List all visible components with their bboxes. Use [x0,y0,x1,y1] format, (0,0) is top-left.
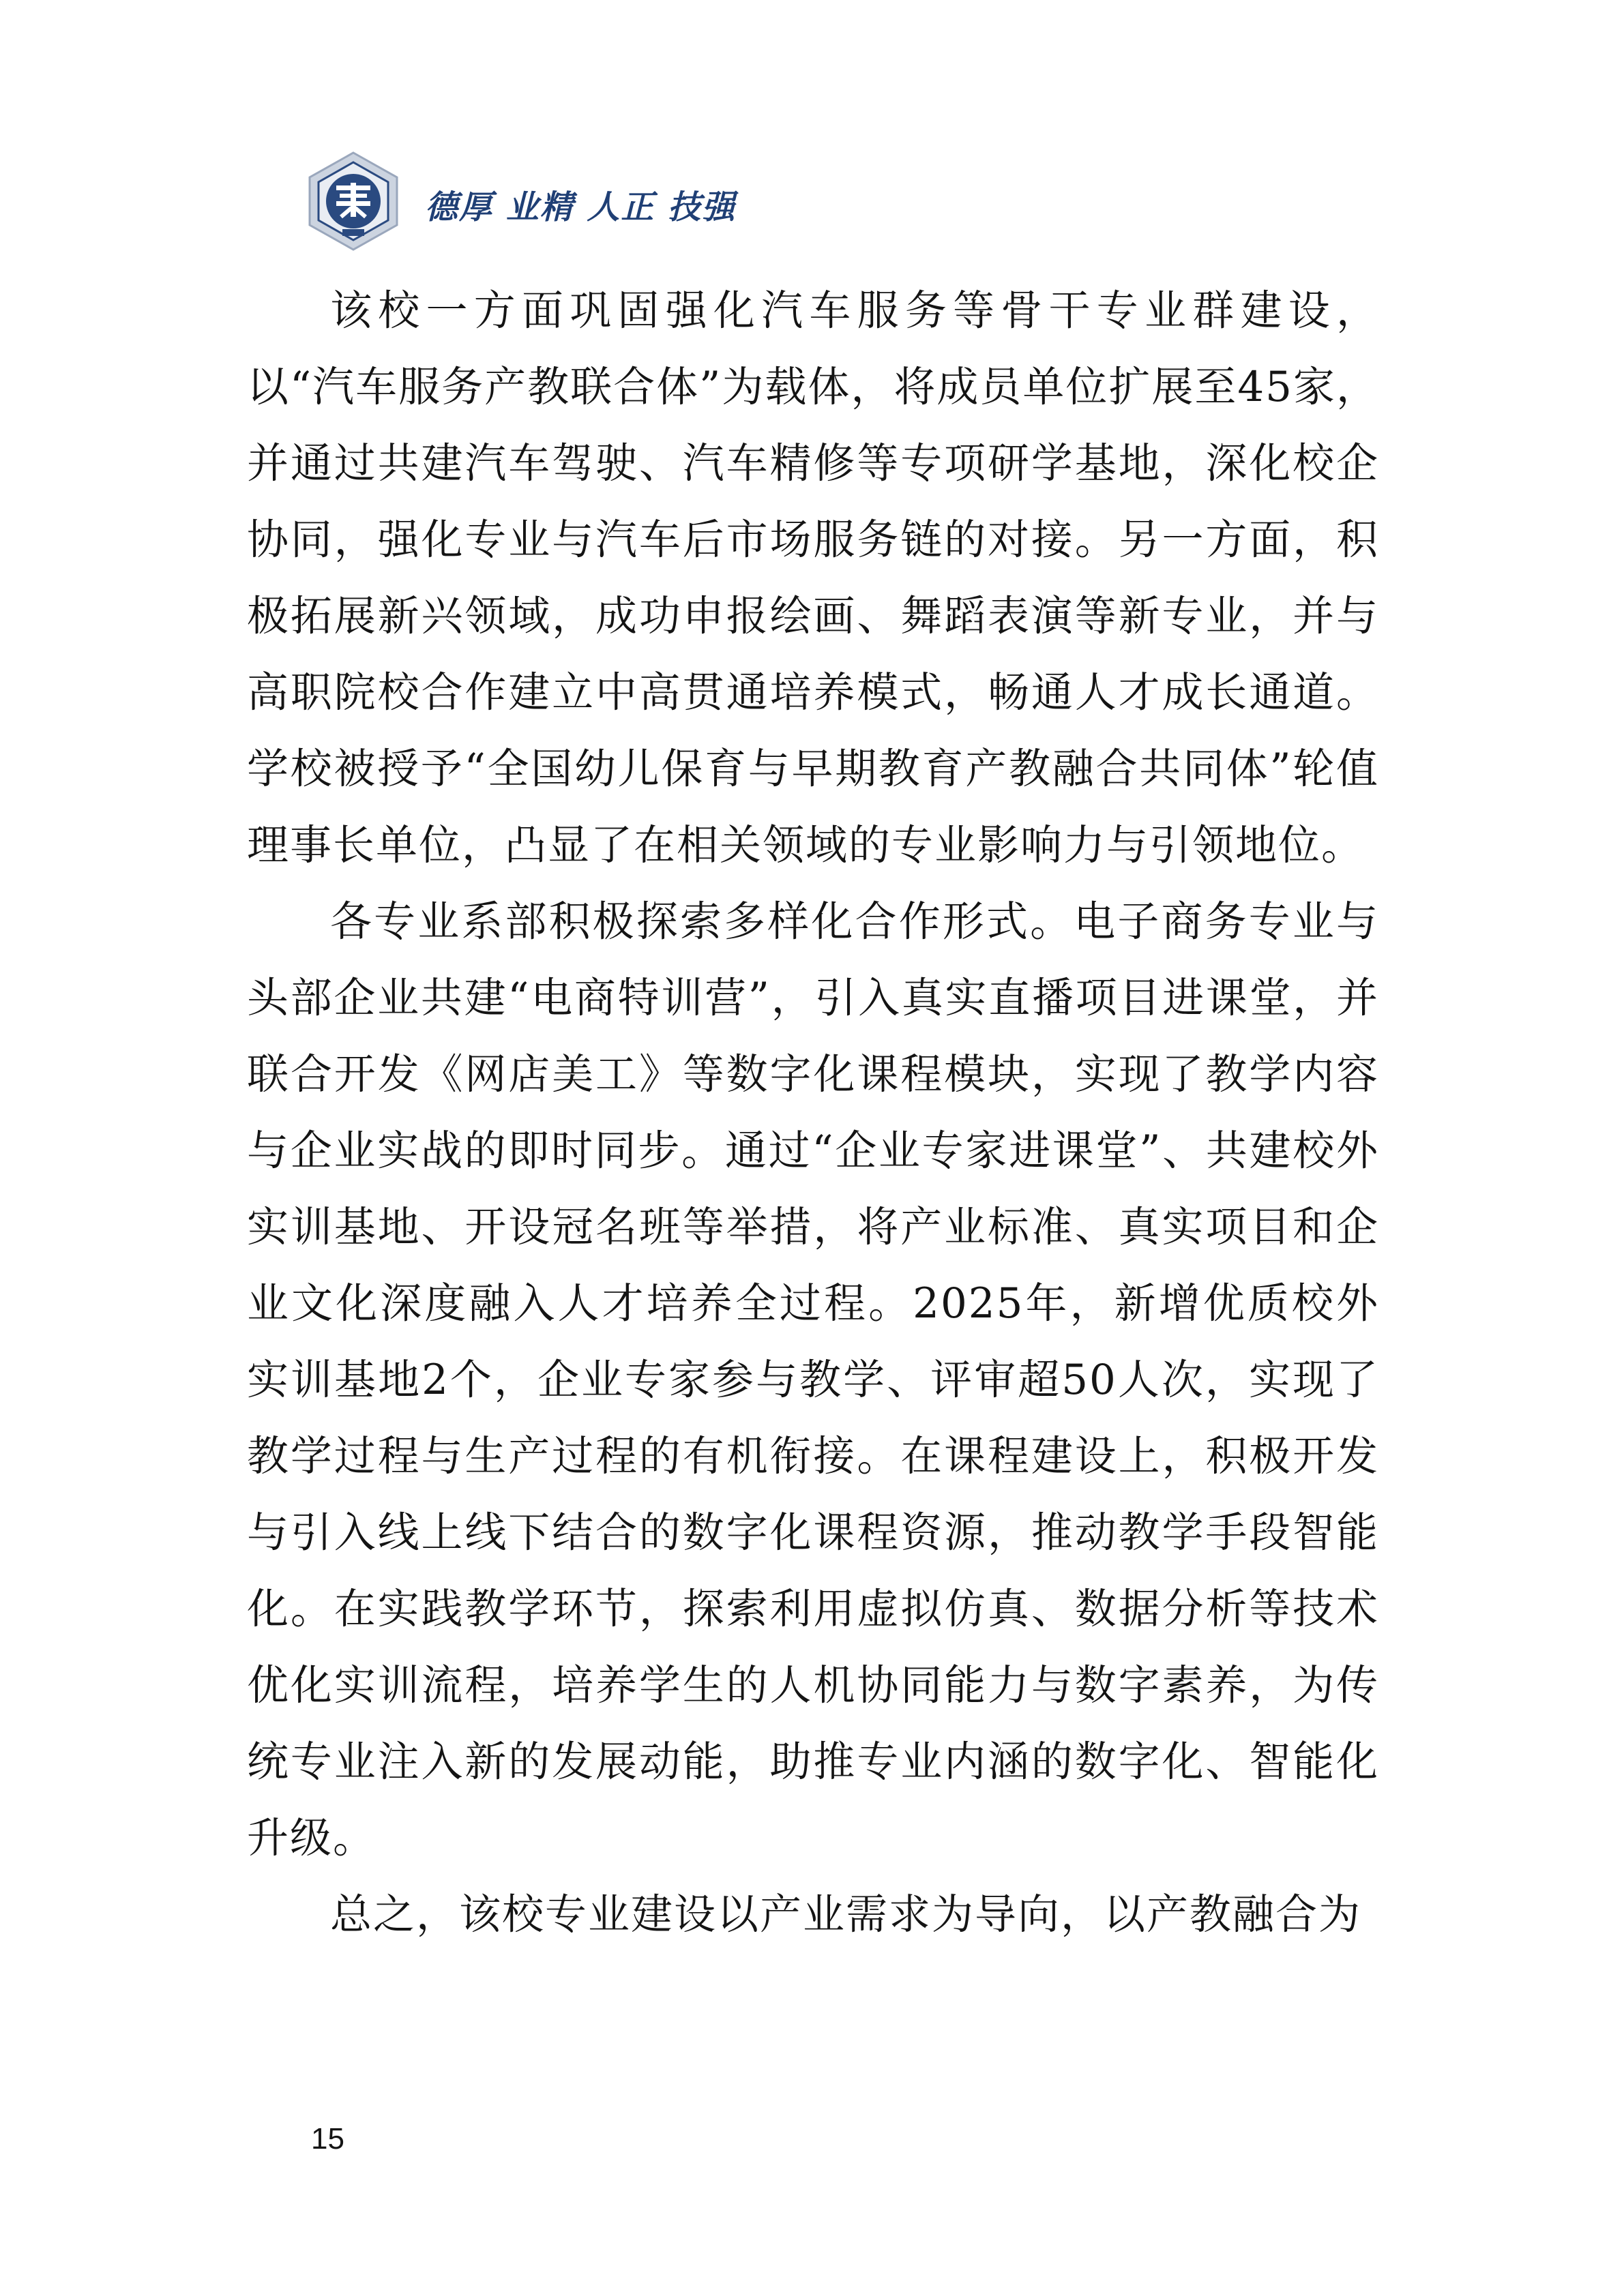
paragraph: 各专业系部积极探索多样化合作形式。电子商务专业与头部企业共建“电商特训营”，引入真实直播项目进课堂，并联合开发《网店美工》等数字化课程模块，实现了教学内容与企业实战的即时同步。通过“企业专家进课堂”、共建校外实训基地、开设冠名班等举措，将产业标准、真实项目和企业文化深度融入人才培养全过程。2025年，新增优质校外实训基地2个，企业专家参与教学、评审超50人次，实现了教学过程与生产过程的有机衔接。在课程建设上，积极开发与引入线上线下结合的数字化课程资源，推动教学手段智能化。在实践教学环节，探索利用虚拟仿真、数据分析等技术优化实训流程，培养学生的人机协同能力与数字素养，为传统专业注入新的发展动能，助推专业内涵的数字化、智能化升级。 [247,897,1379,1862]
page-number: 15 [311,2122,344,2156]
school-emblem-icon [306,150,401,252]
paragraph: 该校一方面巩固强化汽车服务等骨干专业群建设，以“汽车服务产教联合体”为载体，将成员单位扩展至45家，并通过共建汽车驾驶、汽车精修等专项研学基地，深化校企协同，强化专业与汽车后市场服务链的对接。另一方面，积极拓展新兴领域，成功申报绘画、舞蹈表演等新专业，并与高职院校合作建立中高贯通培养模式，畅通人才成长通道。学校被授予“全国幼儿保育与早期教育产教融合共同体”轮值理事长单位，凸显了在相关领域的专业影响力与引领地位。 [247,286,1379,869]
paragraph: 总之，该校专业建设以产业需求为导向，以产教融合为 [330,1890,1362,1939]
school-motto: 德厚 业精 人正 技强 [425,188,737,226]
page-header [306,150,769,259]
document-body [247,273,1379,1953]
